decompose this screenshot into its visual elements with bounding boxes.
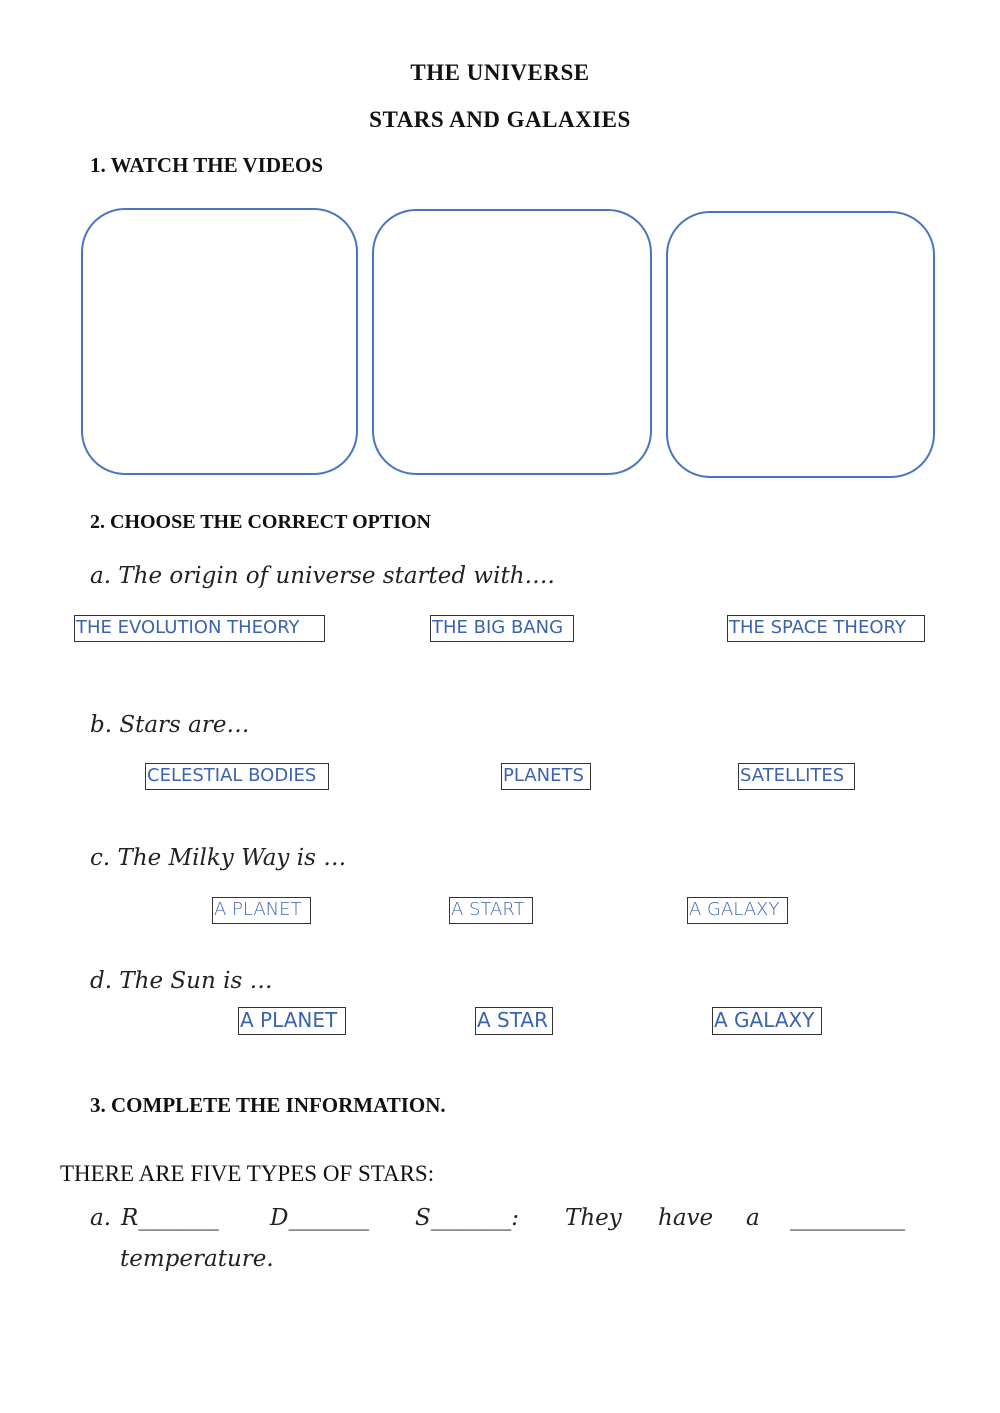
section-1-heading: 1. WATCH THE VIDEOS — [90, 153, 324, 177]
star-types-intro: THERE ARE FIVE TYPES OF STARS: — [60, 1161, 435, 1186]
option-c-2[interactable]: A START — [449, 897, 533, 924]
option-c-1[interactable]: A PLANET — [212, 897, 311, 924]
question-b-prompt: b. Stars are… — [90, 712, 250, 738]
option-b-1[interactable]: CELESTIAL BODIES — [145, 763, 329, 790]
option-a-3[interactable]: THE SPACE THEORY — [727, 615, 925, 642]
question-c-prompt: c. The Milky Way is … — [90, 845, 347, 871]
video-frame-3[interactable] — [666, 211, 935, 478]
option-c-3[interactable]: A GALAXY — [687, 897, 788, 924]
question-d-prompt: d. The Sun is … — [90, 968, 273, 994]
video-frame-1[interactable] — [81, 208, 358, 475]
item-a-prefix: a. — [90, 1205, 112, 1231]
page-subtitle: STARS AND GALAXIES — [369, 107, 631, 132]
blank-word-s[interactable]: S_______: — [415, 1205, 520, 1231]
option-a-2[interactable]: THE BIG BANG — [430, 615, 574, 642]
item-a-word-a: a — [746, 1205, 760, 1231]
option-b-2[interactable]: PLANETS — [501, 763, 591, 790]
option-d-3[interactable]: A GALAXY — [712, 1007, 822, 1035]
question-a-prompt: a. The origin of universe started with…. — [90, 563, 555, 589]
blank-word-d[interactable]: D_______ — [270, 1205, 369, 1231]
option-a-1[interactable]: THE EVOLUTION THEORY — [74, 615, 325, 642]
option-d-2[interactable]: A STAR — [475, 1007, 553, 1035]
page-title: THE UNIVERSE — [410, 60, 590, 85]
section-2-heading: 2. CHOOSE THE CORRECT OPTION — [90, 511, 431, 533]
option-b-3[interactable]: SATELLITES — [738, 763, 855, 790]
blank-word-r[interactable]: R_______ — [121, 1205, 219, 1231]
blank-temperature-adjective[interactable]: __________ — [790, 1205, 905, 1231]
section-3-heading: 3. COMPLETE THE INFORMATION. — [90, 1093, 446, 1117]
item-a-word-they: They — [565, 1205, 622, 1231]
item-a-line-2: temperature. — [120, 1246, 274, 1272]
option-d-1[interactable]: A PLANET — [238, 1007, 346, 1035]
video-frame-2[interactable] — [372, 209, 652, 475]
item-a-word-have: have — [658, 1205, 714, 1231]
